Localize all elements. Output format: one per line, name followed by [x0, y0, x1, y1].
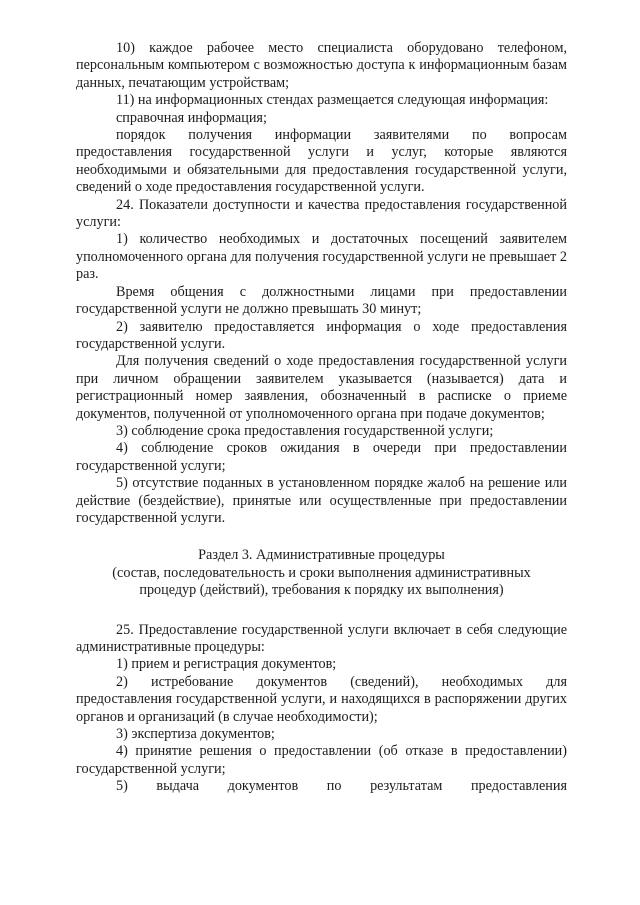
paragraph-indicator-4: 4) соблюдение сроков ожидания в очереди при предоставлении государственной услуги;: [76, 440, 567, 474]
paragraph-indicator-2: 2) заявителю предоставляется информация о ходе предоставления государственной услуги.: [76, 318, 567, 352]
paragraph-communication-time: Время общения с должностными лицами при предоставлении государственной услуги не должно превышать 30 минут;: [76, 283, 567, 318]
paragraph-indicator-5: 5) отсутствие поданных в установленном порядке жалоб на решение или действие (бездействие), принятые или осуществленные при предоставлении государственной услуги.: [76, 475, 567, 526]
section-title: Раздел 3. Административные процедуры: [198, 547, 445, 564]
section-subtitle-line-2: процедур (действий), требования к порядку их выполнения): [139, 582, 504, 599]
paragraph-procedure-3: 3) экспертиза документов;: [116, 726, 275, 743]
paragraph-procedure-2: 2) истребование документов (сведений), необходимых для предоставления государственной услуги, и находящихся в распоряжении других органов и организаций (в случае необходимости);: [76, 673, 567, 725]
section-heading: [76, 547, 567, 599]
paragraph-reference-info: справочная информация;: [116, 109, 267, 126]
paragraph-indicator-1: 1) количество необходимых и достаточных посещений заявителем уполномоченного органа для получения государственной услуги не превышает 2 раз.: [76, 231, 567, 283]
section-subtitle-line-1: (состав, последовательность и сроки выполнения административных: [112, 564, 531, 581]
paragraph-indicator-3: 3) соблюдение срока предоставления государственной услуги;: [116, 422, 494, 439]
spacer: [76, 600, 567, 622]
paragraph-info-procedure: порядок получения информации заявителями по вопросам предоставления государственной услуги и услуг, которые являются необходимыми и обязательными для предоставления государственной услуги, сведений о ходе предоставления государственной услуги.: [76, 127, 567, 196]
paragraph-clause-24: 24. Показатели доступности и качества предоставления государственной услуги:: [76, 196, 567, 231]
paragraph-procedure-1: 1) прием и регистрация документов;: [116, 656, 337, 673]
paragraph-procedure-5: 5) выдача документов по результатам предоставления: [116, 778, 567, 795]
paragraph-procedure-4: 4) принятие решения о предоставлении (об отказе в предоставлении) государственной услуги;: [76, 743, 567, 777]
paragraph-item-10: 10) каждое рабочее место специалиста оборудовано телефоном, персональным компьютером с возможностью доступа к информационным базам данных, печатающим устройствам;: [76, 40, 567, 91]
paragraph-clause-25: 25. Предоставление государственной услуги включает в себя следующие административные процедуры:: [76, 621, 567, 655]
paragraph-item-11: 11) на информационных стендах размещается следующая информация:: [116, 92, 549, 109]
paragraph-status-info: Для получения сведений о ходе предоставления государственной услуги при личном обращении заявителем указывается (называется) дата и регистрационный номер заявления, обозначенный в расписке о приеме документов, полученной от уполномоченного органа при подаче документов;: [76, 353, 567, 422]
document-body: [76, 40, 567, 796]
spacer: [76, 527, 567, 547]
